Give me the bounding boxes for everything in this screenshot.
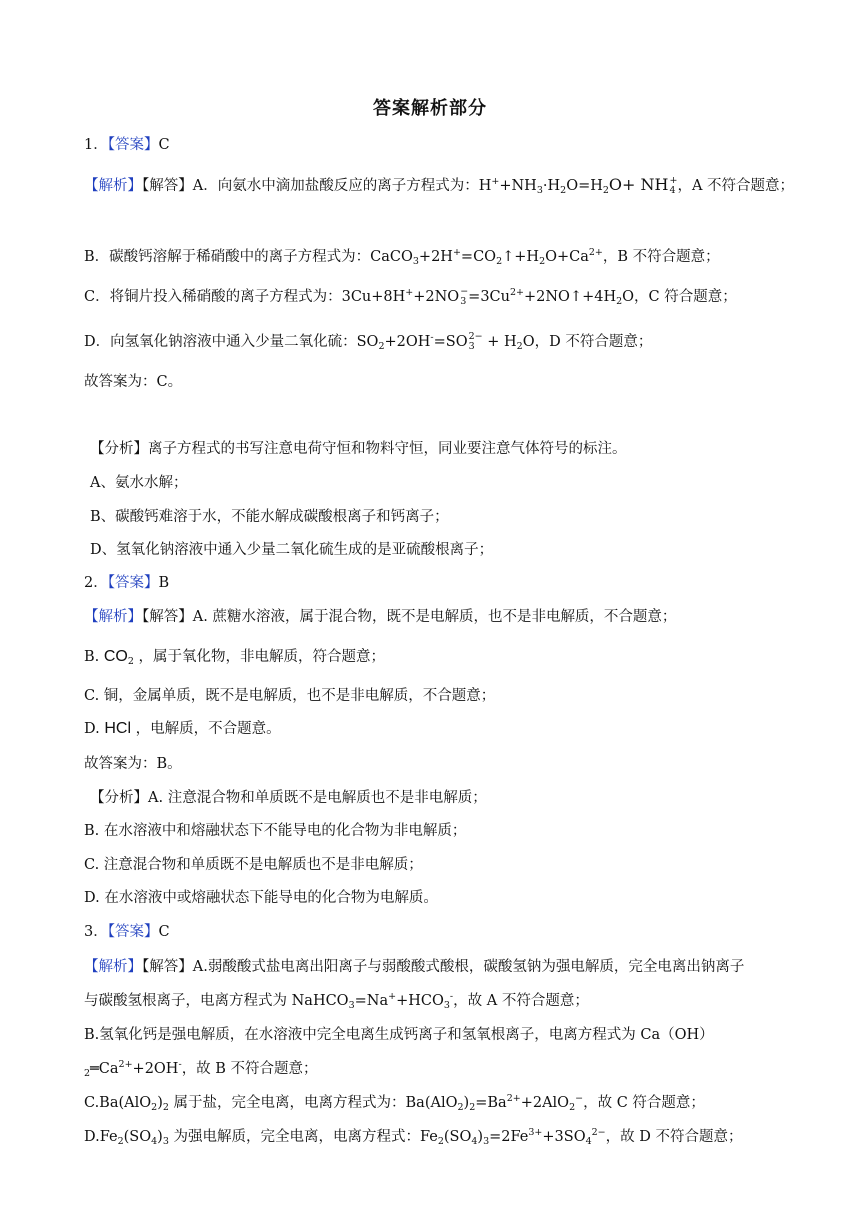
q2-answer-line: 2．【答案】B	[84, 575, 170, 591]
review-tag: 【分析】	[90, 441, 148, 457]
q1-review-b: B、碳酸钙难溶于水，不能水解成碳酸根离子和钙离子；	[90, 509, 449, 525]
q2-review: 【分析】A. 注意混合物和单质既不是电解质也不是非电解质；	[90, 790, 487, 806]
analysis-tag: 【解析】	[84, 178, 142, 194]
q1-option-b: B．碳酸钙溶解于稀硝酸中的离子方程式为：$CaCO_3+2H^+=CO_2↑+H_2O+Ca^{2+}$，B 不符合题意；	[84, 247, 720, 267]
q2-option-d: D. HCl ，电解质，不合题意。	[84, 720, 281, 737]
q2-answer: B	[158, 575, 170, 591]
explain-tag: 【解答】	[142, 178, 193, 194]
q3-answer-line: 3．【答案】C	[84, 924, 170, 940]
q2-review-b: B. 在水溶液中和熔融状态下不能导电的化合物为非电解质；	[84, 823, 467, 839]
answer-tag: 【答案】	[107, 137, 159, 153]
q1-number: 1．	[84, 137, 108, 153]
q3-number: 3．	[84, 924, 108, 940]
q2-option-c: C. 铜，金属单质，既不是电解质，也不是非电解质，不合题意；	[84, 688, 496, 704]
q1-option-d: D．向氢氧化钠溶液中通入少量二氧化硫：$SO_2+2OH^-=SO$ 2− 3 + $H_2O$，D 不符合题意；	[84, 331, 653, 352]
q3-option-b-line2: $_2═Ca^{2+}+2OH^-$，故 B 不符合题意；	[84, 1059, 318, 1079]
page-title: 答案解析部分	[373, 98, 487, 119]
q3-option-c: $C.Ba(AlO_2)_2$ 属于盐，完全电离，电离方程式为：$Ba(AlO_2)_2=Ba^{2+}+2AlO_2^-$，故 C 符合题意；	[84, 1093, 705, 1113]
q1-answer-line	[84, 135, 170, 155]
q1-option-a: 【解析】【解答】A．向氨水中滴加盐酸反应的离子方程式为：$H^++NH_3\cdot H_2O=H_2O+$ NH + 4 ，A 不符合题意；	[84, 175, 795, 196]
q1-answer: C	[158, 137, 170, 153]
q2-review-c: C. 注意混合物和单质既不是电解质也不是非电解质；	[84, 857, 423, 873]
q1-option-c: C．将铜片投入稀硝酸的离子方程式为：3Cu+8H++2NO − 3 $=3Cu^{2+}+2NO↑+4H_2O$，C 符合题意；	[84, 286, 737, 307]
q3-option-d: $D.Fe_2(SO_4)_3$ 为强电解质，完全电离，电离方程式：$Fe_2(SO_4)_3=2Fe^{3+}+3SO_4^{2-}$，故 D 不符合题意；	[84, 1127, 743, 1147]
q1-review-d: D、氢氧化钠溶液中通入少量二氧化硫生成的是亚硫酸根离子；	[90, 542, 494, 558]
q3-option-a-line2: 与碳酸氢根离子，电离方程式为 $NaHCO_3=Na^++HCO_3^-$，故 A 不符合题意；	[84, 991, 589, 1011]
q3-option-a-line1: 【解析】【解答】A.弱酸酸式盐电离出阳离子与弱酸酸式酸根，碳酸氢钠为强电解质，完全电离出钠离子	[84, 959, 745, 975]
q3-option-b-line1: B.氢氧化钙是强电解质，在水溶液中完全电离生成钙离子和氢氧根离子，电离方程式为 Ca（OH）	[84, 1027, 714, 1043]
q2-option-b: B. $CO_2$ ，属于氧化物，非电解质，符合题意；	[84, 648, 386, 667]
q1-final: 故答案为：C。	[84, 374, 183, 390]
q1-review: 【分析】离子方程式的书写注意电荷守恒和物料守恒，同业要注意气体符号的标注。	[90, 441, 627, 457]
q1-review-a: A、氨水水解；	[90, 475, 188, 491]
q2-option-a: 【解析】【解答】A. 蔗糖水溶液，属于混合物，既不是电解质，也不是非电解质，不合题意；	[84, 609, 677, 625]
q3-answer: C	[158, 924, 170, 940]
q2-final: 故答案为：B。	[84, 756, 182, 772]
q2-review-d: D. 在水溶液中或熔融状态下能导电的化合物为电解质。	[84, 890, 438, 906]
q2-number: 2．	[84, 575, 108, 591]
